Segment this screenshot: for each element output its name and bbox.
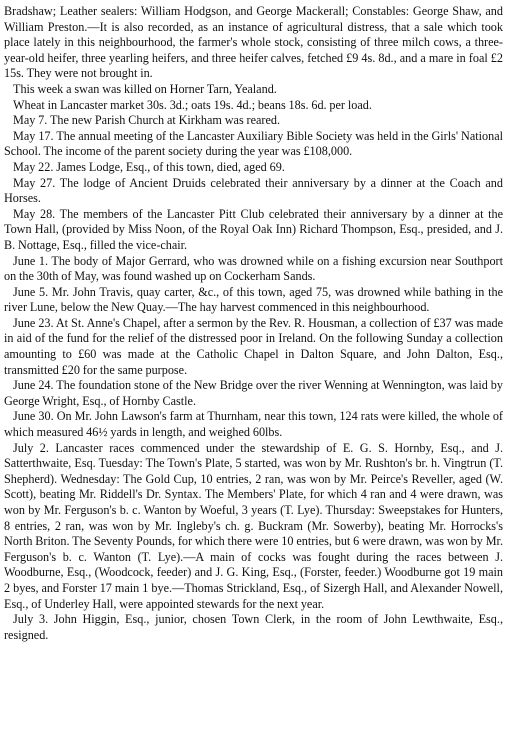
entry-paragraph: May 27. The lodge of Ancient Druids celebrated their anniversary by a dinner at the Coach and Horses. (4, 175, 503, 206)
entry-paragraph: July 3. John Higgin, Esq., junior, chosen Town Clerk, in the room of John Lewthwaite, Esq., resigned. (4, 612, 503, 642)
entry-paragraph: June 23. At St. Anne's Chapel, after a sermon by the Rev. R. Housman, a collection of £37 was made in aid of the fund for the relief of the distressed poor in Ireland. On the following Sunday a collection amounting to £60 was made at the Catholic Chapel in Dalton Square, and John Dalton, Esq., transmitted £20 for the same purpose. (4, 315, 503, 377)
entry-paragraph: June 24. The foundation stone of the New Bridge over the river Wenning at Wennington, was laid by George Wright, Esq., of Hornby Castle. (4, 378, 503, 408)
entry-paragraph: This week a swan was killed on Horner Tarn, Yealand. (13, 81, 277, 96)
entry-paragraph: Wheat in Lancaster market 30s. 3d.; oats 19s. 4d.; beans 18s. 6d. per load. (13, 97, 372, 112)
entry-paragraph: June 1. The body of Major Gerrard, who was drowned while on a fishing excursion near Southport on the 30th of May, was found washed up on Cockerham Sands. (4, 253, 503, 284)
entry-paragraph: May 7. The new Parish Church at Kirkham was reared. (13, 113, 281, 128)
entry-paragraph: May 22. James Lodge, Esq., of this town, died, aged 69. (13, 159, 285, 174)
chronicle-entries (4, 4, 503, 643)
entry-paragraph: June 5. Mr. John Travis, quay carter, &c., of this town, aged 75, was drowned while bathing in the river Lune, below the New Quay.—The hay harvest commenced in this neighbourhood. (4, 284, 503, 315)
entry-paragraph: July 2. Lancaster races commenced under the stewardship of E. G. S. Hornby, Esq., and J. Satterthwaite, Esq. Tuesday: The Town's Plate, 5 started, was won by Mr. Rushton's br. h. Vingtrun (T. Shepherd). Wednesday: The Gold Cup, 10 entries, 2 ran, was won by Mr. Peirce's Reveller, aged (W. Scott), beating Mr. Riddell's Dr. Syntax. The Members' Plate, for which 4 ran and 4 were drawn, was won by Mr. Ferguson's b. c. Wanton by Woeful, 3 years (T. Lye). Thursday: Sweepstakes for Hunters, 8 entries, 2 ran, was won by Mr. Ingleby's ch. g. Buckram (Mr. Sowerby), beating Mr. Horrocks's North Briton. The Seventy Pounds, for which there were 10 entries, but 6 were drawn, was won by Mr. Ferguson's b. c. Wanton (T. Lye).—A main of cocks was fought during the races between J. Woodburne, Esq., (Woodcock, feeder) and J. G. King, Esq., (Forster, feeder.) Woodburne got 19 main 2 byes, and Forster 17 main 1 bye.—Thomas Strickland, Esq., of Sizergh Hall, and Alexander Nowell, Esq., of Underley Hall, were appointed stewards for the next year. (4, 440, 503, 611)
entry-paragraph: June 30. On Mr. John Lawson's farm at Thurnham, near this town, 124 rats were killed, the whole of which measured 46½ yards in length, and weighed 60lbs. (4, 409, 503, 440)
entry-paragraph: May 17. The annual meeting of the Lancaster Auxiliary Bible Society was held in the Girls' National School. The income of the parent society during the year was £108,000. (4, 128, 503, 159)
entry-paragraph: May 28. The members of the Lancaster Pitt Club celebrated their anniversary by a dinner at the Town Hall, (provided by Miss Noon, of the Royal Oak Inn) Richard Thompson, Esq., presided, and J. B. Nottage, Esq., filled the vice-chair. (4, 206, 503, 252)
entry-paragraph: Bradshaw; Leather sealers: William Hodgson, and George Mackerall; Constables: George Shaw, and William Preston.—It is also recorded, as an instance of agricultural distress, that a sale which took place lately in this neighbourhood, the farmer's whole stock, consisting of three milch cows, a three-year-old heifer, three yearling heifers, and three heifer calves, fetched £9 4s. 8d., and a mare in foal £2 15s. They were not brought in. (4, 4, 503, 81)
